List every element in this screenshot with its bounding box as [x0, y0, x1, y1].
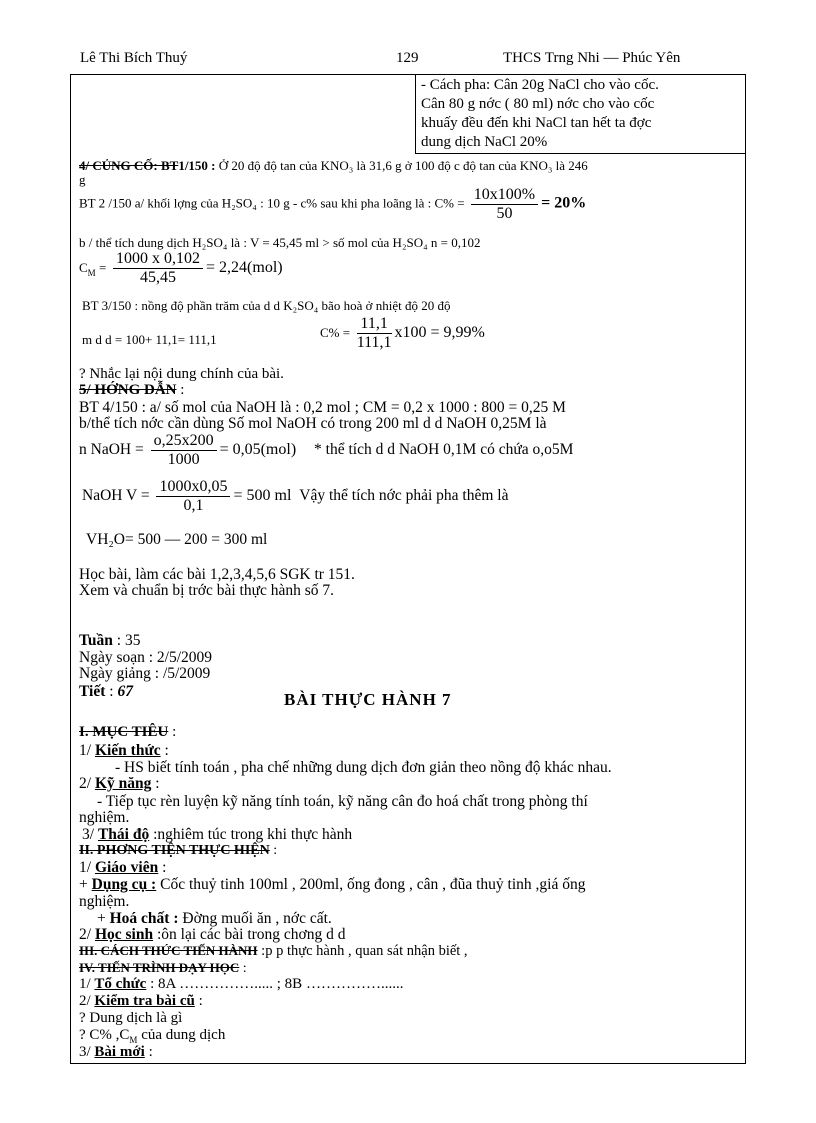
n-naoh-line	[79, 432, 573, 469]
tochuc-text: : 8A ……………..... ; 8B ……………......	[146, 976, 404, 992]
cell-line: - Cách pha: Cân 20g NaCl cho vào cốc.	[421, 77, 659, 93]
colon: :	[168, 724, 177, 740]
phuongtien-heading	[79, 843, 277, 859]
tiet-sep: :	[105, 683, 118, 700]
tiet-value: 67	[117, 683, 133, 700]
colon: :	[269, 843, 278, 858]
tochuc-label: Tổ chức	[94, 976, 147, 992]
cell-line: Cân 80 g nớc ( 80 ml) nớc cho vào cốc	[421, 96, 655, 112]
giaovien-label: Giáo viên	[94, 859, 159, 876]
ngay-soan: Ngày soạn : 2/5/2009	[79, 649, 213, 666]
cungco-line1b: g	[79, 172, 86, 187]
num: 3/	[79, 1044, 95, 1060]
hocsinh-label: Học sinh	[94, 926, 154, 943]
tochuc-line	[79, 976, 403, 993]
table-cell	[415, 74, 746, 154]
tuan-line	[79, 632, 140, 650]
tientrinh-title: IV. TIẾN TRÌNH DẠY HỌC	[79, 960, 240, 975]
hocsinh-line	[79, 926, 346, 944]
colon: :	[176, 382, 185, 398]
result: = 2,24(mol)	[206, 258, 283, 276]
bt2-text: BT 2 /150 a/ khối lợng của H₂SO₄ : 10 g - c% sau khi pha loãng là : C% =	[79, 195, 465, 211]
huongdan-title: 5/ HỚNG DẪN	[79, 382, 177, 398]
muctieu-title: I. MỤC TIÊU	[79, 724, 169, 740]
dungcu-label: Dụng cụ :	[91, 876, 157, 893]
prefix: +	[97, 910, 110, 927]
numerator: 11,1	[357, 315, 392, 334]
numerator: 1000 x 0,102	[113, 250, 203, 269]
numerator: o,25x200	[151, 432, 217, 451]
tuan-label: Tuần	[79, 632, 113, 649]
num: 1/	[79, 859, 95, 876]
numerator: 10x100%	[471, 186, 538, 205]
colon: :	[151, 775, 160, 792]
fraction	[471, 186, 538, 223]
kynang-label: Kỹ năng	[94, 775, 152, 792]
vh2o-line: VH₂O= 500 — 200 = 300 ml	[86, 531, 268, 548]
page-number: 129	[396, 50, 419, 66]
result: = 0,05(mol)	[219, 441, 297, 459]
colon: :	[194, 993, 203, 1009]
page-title: BÀI THỰC HÀNH 7	[284, 690, 452, 709]
colon: :	[239, 961, 247, 976]
bt2-line	[79, 186, 586, 223]
num: 2/	[79, 993, 95, 1009]
question-2	[79, 1027, 225, 1045]
bt3-line: BT 3/150 : nồng độ phần trăm của d d K₂SO₄ bão hoà ở nhiệt độ 20 độ	[82, 298, 451, 313]
colon: :	[144, 1044, 153, 1060]
kynang-text2: nghiệm.	[79, 809, 130, 826]
denominator: 1000	[167, 451, 200, 468]
hoachat-label: Hoá chất :	[109, 910, 179, 927]
cp-label: C% =	[320, 324, 351, 340]
num: 2/	[79, 775, 95, 792]
cm-label: C	[79, 259, 88, 275]
hd-line2: b/thể tích nớc cần dùng Số mol NaOH có trong 200 ml d d NaOH 0,25M là	[79, 415, 547, 432]
q2-text: ? C% ,C	[79, 1027, 130, 1043]
tiet-line	[79, 683, 133, 701]
kynang-line	[79, 775, 160, 793]
q2-text2: của dung dịch	[137, 1027, 226, 1043]
result: = 500 ml	[233, 487, 292, 505]
fraction	[156, 478, 230, 515]
phuongtien-title: II. PHƠNG TIỆN THỰC HIỆN	[79, 843, 270, 858]
colon: :	[158, 859, 167, 876]
fraction	[113, 250, 203, 287]
tuan-value: : 35	[112, 632, 141, 649]
hoachat-text: Đờng muối ăn , nớc cất.	[178, 910, 332, 927]
giaovien-line	[79, 859, 166, 877]
num: 1/	[79, 742, 95, 759]
hocbai-line: Học bài, làm các bài 1,2,3,4,5,6 SGK tr 151.	[79, 566, 355, 583]
num: 3/	[82, 826, 98, 843]
cm-line	[79, 250, 283, 287]
baimoi-line	[79, 1044, 153, 1061]
thaido-label: Thái độ	[97, 826, 150, 843]
q2-sub: M	[129, 1035, 138, 1045]
cungco-heading-rest: 1/150 :	[178, 158, 219, 173]
n-note: * thể tích d d NaOH 0,1M có chứa o,o5M	[314, 441, 574, 459]
result: x100 = 9,99%	[394, 323, 485, 341]
tiet-label: Tiết	[79, 683, 106, 700]
kiemtra-line	[79, 993, 203, 1010]
dungcu-text2: nghiệm.	[79, 893, 130, 910]
denominator: 0,1	[183, 497, 204, 514]
baimoi-label: Bài mới	[94, 1044, 145, 1060]
dungcu-text: Cốc thuỷ tinh 100ml , 200ml, ống đong , cân , đũa thuỷ tinh ,giá ống	[156, 876, 586, 893]
nhac-line: ? Nhắc lại nội dung chính của bài.	[79, 366, 284, 382]
num: 2/	[79, 926, 95, 943]
prefix: +	[79, 876, 92, 893]
v-label: NaOH V =	[82, 487, 150, 505]
cungco-heading: 4/ CỦNG CỐ: BT	[79, 158, 179, 173]
cell-line: dung dịch NaCl 20%	[421, 134, 548, 150]
kienthuc-line	[79, 742, 169, 760]
thaido-text: :nghiêm túc trong khi thực hành	[149, 826, 353, 843]
v-note: Vậy thể tích nớc phải pha thêm là	[299, 487, 509, 505]
xem-line: Xem và chuẩn bị trớc bài thực hành số 7.	[79, 582, 335, 599]
n-label: n NaOH =	[79, 441, 144, 459]
dungcu-line	[79, 876, 585, 894]
kienthuc-label: Kiến thức	[94, 742, 161, 759]
muctieu-heading	[79, 724, 176, 741]
cm-eq: =	[95, 259, 107, 275]
numerator: 1000x0,05	[156, 478, 230, 497]
cell-line: khuấy đều đến khi NaCl tan hết ta đợc	[421, 115, 652, 131]
denominator: 45,45	[140, 269, 177, 286]
v-line	[82, 478, 508, 515]
num: 1/	[79, 976, 95, 992]
mdd-line: m d d = 100+ 11,1= 111,1	[82, 332, 217, 347]
kynang-text: - Tiếp tục rèn luyện kỹ năng tính toán, kỹ năng cân đo hoá chất trong phòng thí	[97, 793, 588, 810]
cungco-text: Ở 20 độ độ tan của KNO₃ là 31,6 g ở 100 độ c độ tan của KNO₃ là 246	[218, 158, 588, 173]
question-1: ? Dung dịch là gì	[79, 1010, 183, 1026]
thaido-line	[82, 826, 352, 844]
bt2b-line: b / thể tích dung dịch H₂SO₄ là : V = 45,45 ml > số mol của H₂SO₄ n = 0,102	[79, 235, 481, 250]
ngay-giang: Ngày giảng : /5/2009	[79, 665, 211, 682]
kienthuc-text: - HS biết tính toán , pha chế những dung dịch đơn giản theo nồng độ khác nhau.	[115, 759, 612, 776]
result: = 20%	[541, 194, 587, 212]
header-author: Lê Thi Bích Thuý	[80, 50, 188, 66]
cm-sub: M	[87, 267, 96, 278]
denominator: 111,1	[356, 334, 392, 351]
header-school: THCS Trng Nhi — Phúc Yên	[503, 50, 681, 66]
denominator: 50	[496, 205, 513, 222]
huongdan-heading	[79, 382, 184, 399]
cachthuc-line	[79, 943, 468, 960]
colon: :	[160, 742, 169, 759]
fraction	[357, 315, 392, 352]
cachthuc-title: III. CÁCH THỨC TIẾN HÀNH	[79, 943, 258, 958]
cungco-line1	[79, 158, 588, 174]
hd-line1: BT 4/150 : a/ số mol của NaOH là : 0,2 mol ; CM = 0,2 x 1000 : 800 = 0,25 M	[79, 399, 566, 416]
kiemtra-label: Kiểm tra bài cũ	[94, 993, 195, 1009]
fraction	[151, 432, 217, 469]
hocsinh-text: :ôn lại các bài trong chơng d d	[153, 926, 346, 943]
cachthuc-text: :p p thực hành , quan sát nhận biết ,	[257, 943, 468, 959]
tientrinh-heading	[79, 960, 247, 977]
cp-line	[320, 315, 485, 352]
